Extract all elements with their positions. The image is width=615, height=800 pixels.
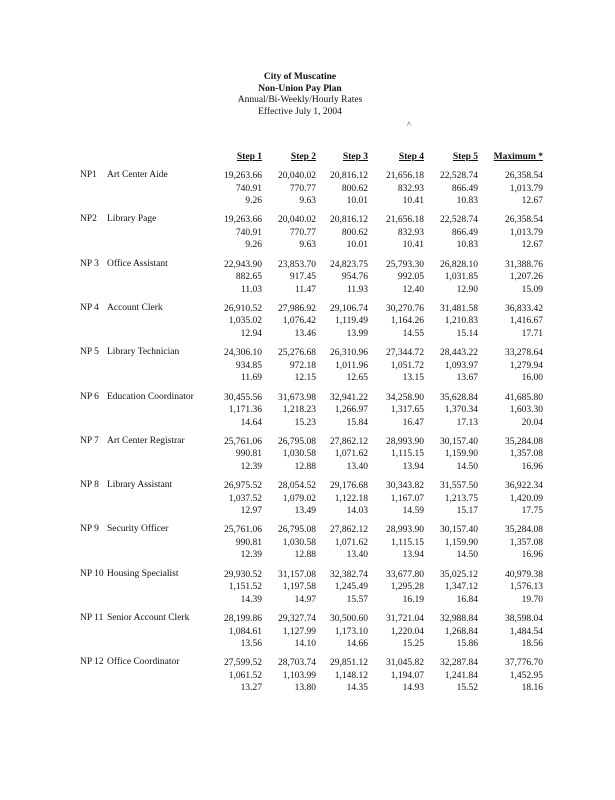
biweekly-rate: 1,420.09 bbox=[509, 493, 543, 504]
biweekly-rate: 1,115.15 bbox=[391, 449, 424, 460]
job-code: NP 10 bbox=[80, 568, 104, 579]
annual-rate: 20,040.02 bbox=[278, 171, 316, 181]
biweekly-rate: 1,122.18 bbox=[334, 493, 368, 504]
hourly-rate: 14.10 bbox=[294, 639, 316, 649]
job-code: NP 9 bbox=[80, 524, 99, 535]
annual-rate: 20,816.12 bbox=[330, 171, 368, 181]
hourly-rate: 14.50 bbox=[456, 550, 478, 561]
job-title: Office Coordinator bbox=[107, 657, 180, 668]
annual-rate: 20,816.12 bbox=[330, 215, 368, 226]
biweekly-rate: 954.76 bbox=[341, 272, 368, 283]
table-row bbox=[0, 657, 600, 697]
biweekly-rate: 1,194.07 bbox=[390, 670, 424, 681]
column-header: Maximum * bbox=[493, 152, 543, 162]
hourly-rate: 12.15 bbox=[294, 373, 316, 384]
hourly-rate: 10.41 bbox=[402, 240, 424, 251]
hourly-rate: 16.96 bbox=[521, 461, 543, 472]
biweekly-rate: 1,030.58 bbox=[282, 537, 316, 548]
hourly-rate: 12.88 bbox=[294, 461, 316, 472]
hourly-rate: 13.40 bbox=[346, 461, 368, 472]
job-title: Library Technician bbox=[107, 347, 180, 358]
annual-rate: 24,306.10 bbox=[224, 348, 262, 359]
annual-rate: 31,557.50 bbox=[440, 481, 478, 492]
hourly-rate: 10.83 bbox=[456, 196, 478, 206]
annual-rate: 38,598.04 bbox=[505, 614, 543, 624]
hourly-rate: 11.69 bbox=[240, 373, 262, 384]
annual-rate: 21,656.18 bbox=[386, 171, 424, 181]
job-code: NP1 bbox=[80, 170, 97, 180]
annual-rate: 25,276.68 bbox=[278, 348, 316, 359]
hourly-rate: 12.97 bbox=[240, 506, 262, 517]
job-title: Senior Account Clerk bbox=[107, 613, 190, 623]
annual-rate: 26,358.54 bbox=[505, 215, 543, 226]
hourly-rate: 16.19 bbox=[402, 594, 424, 605]
biweekly-rate: 770.77 bbox=[289, 227, 316, 238]
title-line: Annual/Bi-Weekly/Hourly Rates bbox=[237, 95, 363, 105]
biweekly-rate: 917.45 bbox=[289, 272, 316, 283]
hourly-rate: 15.23 bbox=[294, 417, 316, 428]
hourly-rate: 10.41 bbox=[402, 196, 424, 206]
annual-rate: 23,853.70 bbox=[278, 259, 316, 270]
table-row bbox=[0, 392, 600, 432]
biweekly-rate: 1,218.23 bbox=[282, 405, 316, 415]
annual-rate: 30,157.40 bbox=[440, 525, 478, 536]
hourly-rate: 9.26 bbox=[245, 240, 262, 251]
annual-rate: 32,287.84 bbox=[440, 658, 478, 669]
annual-rate: 28,054.52 bbox=[278, 481, 316, 492]
hourly-rate: 13.94 bbox=[402, 461, 424, 472]
biweekly-rate: 1,115.15 bbox=[391, 537, 424, 548]
biweekly-rate: 1,245.49 bbox=[334, 582, 368, 593]
annual-rate: 35,628.84 bbox=[440, 392, 478, 403]
biweekly-rate: 1,030.58 bbox=[282, 449, 316, 460]
biweekly-rate: 800.62 bbox=[341, 183, 368, 194]
hourly-rate: 13.80 bbox=[294, 683, 316, 694]
biweekly-rate: 1,071.62 bbox=[334, 449, 368, 460]
table-row bbox=[0, 303, 600, 343]
annual-rate: 32,382.74 bbox=[330, 569, 368, 580]
annual-rate: 31,721.04 bbox=[386, 614, 424, 624]
hourly-rate: 9.63 bbox=[299, 196, 316, 206]
biweekly-rate: 1,295.28 bbox=[390, 582, 424, 593]
biweekly-rate: 1,071.62 bbox=[334, 537, 368, 548]
annual-rate: 26,795.08 bbox=[278, 525, 316, 536]
biweekly-rate: 740.91 bbox=[235, 227, 262, 238]
biweekly-rate: 1,013.79 bbox=[509, 227, 543, 238]
annual-rate: 28,993.90 bbox=[386, 525, 424, 536]
job-code: NP 4 bbox=[80, 302, 99, 313]
job-code: NP 7 bbox=[80, 435, 99, 446]
hourly-rate: 14.50 bbox=[456, 461, 478, 472]
job-code: NP 11 bbox=[80, 613, 104, 623]
hourly-rate: 13.94 bbox=[402, 550, 424, 561]
annual-rate: 25,761.06 bbox=[224, 525, 262, 536]
biweekly-rate: 866.49 bbox=[451, 183, 478, 194]
hourly-rate: 12.67 bbox=[521, 196, 543, 206]
hourly-rate: 16.47 bbox=[402, 417, 424, 428]
biweekly-rate: 1,347.12 bbox=[444, 582, 478, 593]
biweekly-rate: 1,268.84 bbox=[444, 626, 478, 637]
column-header: Step 3 bbox=[342, 152, 368, 162]
hourly-rate: 15.14 bbox=[456, 328, 478, 339]
annual-rate: 26,975.52 bbox=[224, 481, 262, 492]
biweekly-rate: 1,164.26 bbox=[390, 316, 424, 327]
hourly-rate: 13.15 bbox=[402, 373, 424, 384]
hourly-rate: 15.17 bbox=[456, 506, 478, 517]
hourly-rate: 14.55 bbox=[402, 328, 424, 339]
biweekly-rate: 770.77 bbox=[289, 183, 316, 194]
biweekly-rate: 866.49 bbox=[451, 227, 478, 238]
annual-rate: 32,988.84 bbox=[440, 614, 478, 624]
annual-rate: 31,157.08 bbox=[278, 569, 316, 580]
job-code: NP 3 bbox=[80, 258, 99, 269]
biweekly-rate: 1,011.96 bbox=[335, 360, 368, 371]
annual-rate: 22,943.90 bbox=[224, 259, 262, 270]
hourly-rate: 10.83 bbox=[456, 240, 478, 251]
hourly-rate: 17.75 bbox=[521, 506, 543, 517]
annual-rate: 24,823.75 bbox=[330, 259, 368, 270]
annual-rate: 29,106.74 bbox=[330, 303, 368, 314]
biweekly-rate: 800.62 bbox=[341, 227, 368, 238]
job-title: Library Assistant bbox=[107, 480, 173, 491]
hourly-rate: 14.64 bbox=[240, 417, 262, 428]
annual-rate: 30,500.60 bbox=[330, 614, 368, 624]
hourly-rate: 13.46 bbox=[294, 328, 316, 339]
table-row bbox=[0, 613, 600, 653]
job-title: Office Assistant bbox=[107, 258, 168, 269]
biweekly-rate: 1,357.08 bbox=[509, 537, 543, 548]
annual-rate: 28,703.74 bbox=[278, 658, 316, 669]
job-title: Library Page bbox=[107, 214, 157, 225]
annual-rate: 27,862.12 bbox=[330, 436, 368, 447]
annual-rate: 34,258.90 bbox=[386, 392, 424, 403]
hourly-rate: 12.88 bbox=[294, 550, 316, 561]
hourly-rate: 13.49 bbox=[294, 506, 316, 517]
hourly-rate: 12.90 bbox=[456, 284, 478, 295]
annual-rate: 26,910.52 bbox=[224, 303, 262, 314]
hourly-rate: 11.93 bbox=[346, 284, 368, 295]
column-header: Step 1 bbox=[236, 152, 262, 162]
biweekly-rate: 1,603.30 bbox=[509, 405, 543, 415]
hourly-rate: 12.94 bbox=[240, 328, 262, 339]
biweekly-rate: 1,210.83 bbox=[444, 316, 478, 327]
biweekly-rate: 1,119.49 bbox=[335, 316, 368, 327]
annual-rate: 29,851.12 bbox=[330, 658, 368, 669]
hourly-rate: 15.86 bbox=[456, 639, 478, 649]
hourly-rate: 14.93 bbox=[402, 683, 424, 694]
hourly-rate: 17.13 bbox=[456, 417, 478, 428]
hourly-rate: 20.04 bbox=[521, 417, 543, 428]
hourly-rate: 18.56 bbox=[521, 639, 543, 649]
biweekly-rate: 1,148.12 bbox=[334, 670, 368, 681]
biweekly-rate: 934.85 bbox=[235, 360, 262, 371]
annual-rate: 19,263.66 bbox=[224, 215, 262, 226]
annual-rate: 33,677.80 bbox=[386, 569, 424, 580]
annual-rate: 27,862.12 bbox=[330, 525, 368, 536]
annual-rate: 33,278.64 bbox=[505, 348, 543, 359]
hourly-rate: 13.40 bbox=[346, 550, 368, 561]
table-row bbox=[0, 214, 600, 254]
biweekly-rate: 832.93 bbox=[397, 227, 424, 238]
hourly-rate: 12.65 bbox=[346, 373, 368, 384]
job-title: Security Officer bbox=[107, 524, 169, 535]
biweekly-rate: 1,076.42 bbox=[282, 316, 316, 327]
hourly-rate: 13.27 bbox=[240, 683, 262, 694]
table-row bbox=[0, 524, 600, 564]
hourly-rate: 16.00 bbox=[521, 373, 543, 384]
biweekly-rate: 1,103.99 bbox=[282, 670, 316, 681]
hourly-rate: 13.56 bbox=[240, 639, 262, 649]
hourly-rate: 14.59 bbox=[402, 506, 424, 517]
hourly-rate: 15.52 bbox=[456, 683, 478, 694]
biweekly-rate: 1,013.79 bbox=[509, 183, 543, 194]
job-code: NP 6 bbox=[80, 391, 99, 402]
biweekly-rate: 1,035.02 bbox=[228, 316, 262, 327]
biweekly-rate: 1,370.34 bbox=[444, 405, 478, 415]
biweekly-rate: 1,357.08 bbox=[509, 449, 543, 460]
biweekly-rate: 882.65 bbox=[235, 272, 262, 283]
hourly-rate: 9.26 bbox=[245, 196, 262, 206]
biweekly-rate: 992.05 bbox=[397, 272, 424, 283]
table-row bbox=[0, 259, 600, 299]
annual-rate: 32,941.22 bbox=[330, 392, 368, 403]
hourly-rate: 12.39 bbox=[240, 461, 262, 472]
column-header: Step 5 bbox=[452, 152, 478, 162]
hourly-rate: 12.40 bbox=[402, 284, 424, 295]
annual-rate: 36,833.42 bbox=[505, 303, 543, 314]
annual-rate: 37,776.70 bbox=[505, 658, 543, 669]
hourly-rate: 13.67 bbox=[456, 373, 478, 384]
annual-rate: 30,157.40 bbox=[440, 436, 478, 447]
biweekly-rate: 1,031.85 bbox=[444, 272, 478, 283]
annual-rate: 31,388.76 bbox=[505, 259, 543, 270]
job-code: NP 12 bbox=[80, 657, 104, 668]
job-code: NP 8 bbox=[80, 480, 99, 491]
biweekly-rate: 1,061.52 bbox=[228, 670, 262, 681]
annual-rate: 28,199.86 bbox=[224, 614, 262, 624]
biweekly-rate: 1,576.13 bbox=[509, 582, 543, 593]
annual-rate: 22,528.74 bbox=[440, 215, 478, 226]
annual-rate: 20,040.02 bbox=[278, 215, 316, 226]
biweekly-rate: 1,159.90 bbox=[444, 537, 478, 548]
title-line: Effective July 1, 2004 bbox=[258, 106, 342, 117]
annual-rate: 35,284.08 bbox=[505, 436, 543, 447]
document-title bbox=[0, 72, 600, 118]
table-row bbox=[0, 480, 600, 520]
biweekly-rate: 1,207.26 bbox=[509, 272, 543, 283]
biweekly-rate: 1,151.52 bbox=[228, 582, 262, 593]
hourly-rate: 17.71 bbox=[521, 328, 543, 339]
table-row bbox=[0, 347, 600, 387]
hourly-rate: 14.66 bbox=[346, 639, 368, 649]
hourly-rate: 18.16 bbox=[521, 683, 543, 694]
column-header: Step 2 bbox=[290, 152, 316, 162]
hourly-rate: 12.39 bbox=[240, 550, 262, 561]
annual-rate: 26,310.96 bbox=[330, 348, 368, 359]
hourly-rate: 15.84 bbox=[346, 417, 368, 428]
job-title: Art Center Aide bbox=[107, 170, 168, 180]
table-row bbox=[0, 436, 600, 476]
annual-rate: 29,930.52 bbox=[224, 569, 262, 580]
annual-rate: 35,284.08 bbox=[505, 525, 543, 536]
annual-rate: 28,443.22 bbox=[440, 348, 478, 359]
job-title: Account Clerk bbox=[107, 302, 163, 313]
hourly-rate: 9.63 bbox=[299, 240, 316, 251]
annual-rate: 31,481.58 bbox=[440, 303, 478, 314]
title-line: Non-Union Pay Plan bbox=[258, 83, 342, 94]
job-title: Housing Specialist bbox=[107, 568, 179, 579]
biweekly-rate: 1,266.97 bbox=[334, 405, 368, 415]
hourly-rate: 15.09 bbox=[521, 284, 543, 295]
biweekly-rate: 1,173.10 bbox=[334, 626, 368, 637]
annual-rate: 27,986.92 bbox=[278, 303, 316, 314]
annual-rate: 31,673.98 bbox=[278, 392, 316, 403]
column-header: Step 4 bbox=[398, 152, 424, 162]
table-row bbox=[0, 170, 600, 210]
annual-rate: 30,270.76 bbox=[386, 303, 424, 314]
hourly-rate: 16.96 bbox=[521, 550, 543, 561]
annual-rate: 29,176.68 bbox=[330, 481, 368, 492]
annual-rate: 27,344.72 bbox=[386, 348, 424, 359]
biweekly-rate: 1,484.54 bbox=[509, 626, 543, 637]
biweekly-rate: 1,093.97 bbox=[444, 360, 478, 371]
biweekly-rate: 740.91 bbox=[235, 183, 262, 194]
annual-rate: 27,599.52 bbox=[224, 658, 262, 669]
job-code: NP 5 bbox=[80, 347, 99, 358]
title-line: City of Muscatine bbox=[263, 72, 337, 82]
table-row bbox=[0, 569, 600, 609]
hourly-rate: 14.97 bbox=[294, 594, 316, 605]
hourly-rate: 14.03 bbox=[346, 506, 368, 517]
job-code: NP2 bbox=[80, 214, 97, 225]
hourly-rate: 13.99 bbox=[346, 328, 368, 339]
annual-rate: 25,793.30 bbox=[386, 259, 424, 270]
biweekly-rate: 1,452.95 bbox=[509, 670, 543, 681]
caret-mark: ^ bbox=[407, 120, 411, 129]
hourly-rate: 19.70 bbox=[521, 594, 543, 605]
biweekly-rate: 1,127.99 bbox=[282, 626, 316, 637]
biweekly-rate: 1,279.94 bbox=[509, 360, 543, 371]
annual-rate: 25,761.06 bbox=[224, 436, 262, 447]
annual-rate: 29,327.74 bbox=[278, 614, 316, 624]
hourly-rate: 10.01 bbox=[346, 240, 368, 251]
annual-rate: 19,263.66 bbox=[224, 171, 262, 181]
hourly-rate: 12.67 bbox=[521, 240, 543, 251]
biweekly-rate: 832.93 bbox=[397, 183, 424, 194]
biweekly-rate: 1,079.02 bbox=[282, 493, 316, 504]
hourly-rate: 15.25 bbox=[402, 639, 424, 649]
annual-rate: 41,685.80 bbox=[505, 392, 543, 403]
biweekly-rate: 1,171.36 bbox=[228, 405, 262, 415]
annual-rate: 35,025.12 bbox=[440, 569, 478, 580]
biweekly-rate: 1,051.72 bbox=[390, 360, 424, 371]
annual-rate: 26,358.54 bbox=[505, 171, 543, 181]
annual-rate: 30,343.82 bbox=[386, 481, 424, 492]
annual-rate: 22,528.74 bbox=[440, 171, 478, 181]
biweekly-rate: 1,317.65 bbox=[390, 405, 424, 415]
annual-rate: 31,045.82 bbox=[386, 658, 424, 669]
biweekly-rate: 972.18 bbox=[289, 360, 316, 371]
biweekly-rate: 1,159.90 bbox=[444, 449, 478, 460]
annual-rate: 26,795.08 bbox=[278, 436, 316, 447]
biweekly-rate: 1,037.52 bbox=[228, 493, 262, 504]
biweekly-rate: 990.81 bbox=[235, 537, 262, 548]
annual-rate: 28,993.90 bbox=[386, 436, 424, 447]
annual-rate: 36,922.34 bbox=[505, 481, 543, 492]
hourly-rate: 10.01 bbox=[346, 196, 368, 206]
hourly-rate: 15.57 bbox=[346, 594, 368, 605]
biweekly-rate: 1,213.75 bbox=[444, 493, 478, 504]
hourly-rate: 16.84 bbox=[456, 594, 478, 605]
biweekly-rate: 1,220.04 bbox=[390, 626, 424, 637]
hourly-rate: 11.03 bbox=[240, 284, 262, 295]
hourly-rate: 14.35 bbox=[346, 683, 368, 694]
hourly-rate: 14.39 bbox=[240, 594, 262, 605]
job-title: Education Coordinator bbox=[107, 391, 194, 402]
biweekly-rate: 1,416.67 bbox=[509, 316, 543, 327]
hourly-rate: 11.47 bbox=[294, 284, 316, 295]
annual-rate: 26,828.10 bbox=[440, 259, 478, 270]
biweekly-rate: 1,241.84 bbox=[444, 670, 478, 681]
biweekly-rate: 1,167.07 bbox=[390, 493, 424, 504]
job-title: Art Center Registrar bbox=[107, 435, 185, 446]
annual-rate: 40,979.38 bbox=[505, 569, 543, 580]
annual-rate: 30,455.56 bbox=[224, 392, 262, 403]
biweekly-rate: 1,084.61 bbox=[228, 626, 262, 637]
biweekly-rate: 990.81 bbox=[235, 449, 262, 460]
biweekly-rate: 1,197.58 bbox=[282, 582, 316, 593]
annual-rate: 21,656.18 bbox=[386, 215, 424, 226]
